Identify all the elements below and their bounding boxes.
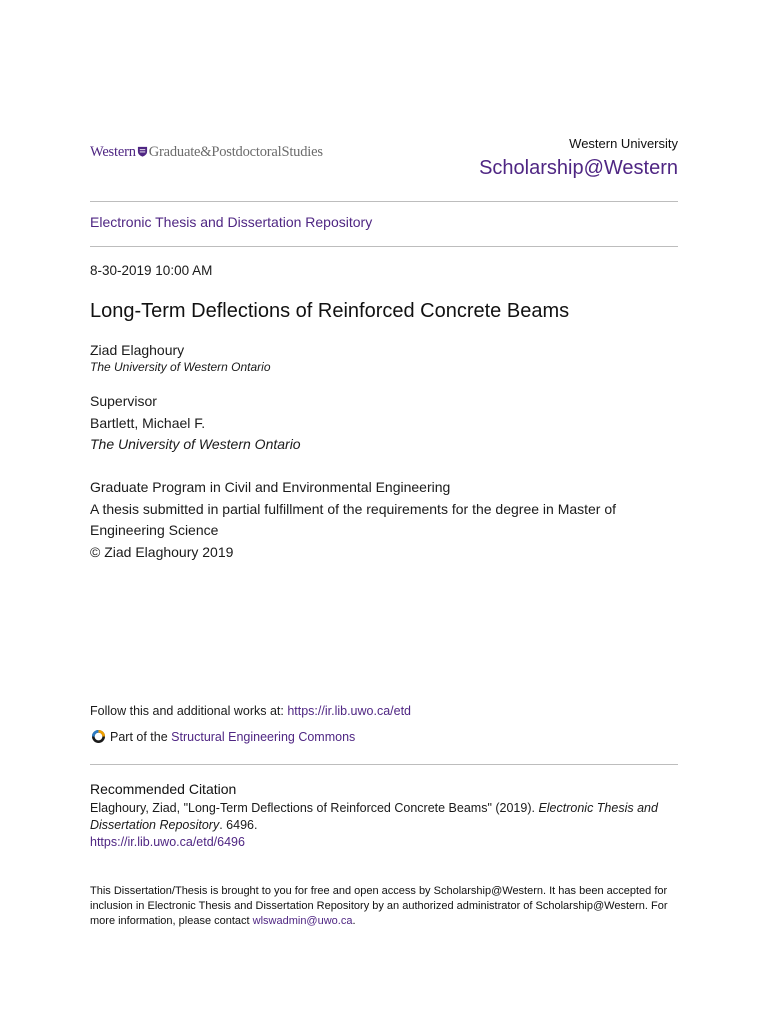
header: [90, 136, 678, 186]
follow-line: [90, 704, 411, 718]
commons-network-icon: [90, 728, 107, 745]
divider: [90, 246, 678, 247]
thesis-statement: A thesis submitted in partial fulfillment of the requirements for the degree in Master of Engineering Science: [90, 500, 617, 538]
logo-western-text: Western: [90, 144, 136, 160]
program-name: Graduate Program in Civil and Environmental Engineering: [90, 479, 451, 495]
supervisor-affiliation: The University of Western Ontario: [90, 436, 301, 452]
follow-text: Follow this and additional works at:: [90, 704, 288, 718]
western-gps-logo: [90, 144, 323, 161]
citation-text: [90, 800, 678, 851]
logo-rest-text: Graduate&PostdoctoralStudies: [148, 144, 323, 160]
supervisor-block: [90, 391, 301, 456]
part-of-prefix: Part of the: [110, 729, 168, 744]
author-name: Ziad Elaghoury: [90, 342, 185, 358]
crest-icon: [137, 146, 148, 157]
etd-url-link[interactable]: https://ir.lib.uwo.ca/etd: [287, 704, 412, 718]
scholarship-link[interactable]: Scholarship@Western: [479, 157, 678, 179]
divider: [90, 201, 678, 202]
supervisor-name: Bartlett, Michael F.: [90, 414, 206, 431]
document-page: [90, 0, 678, 1024]
recommended-citation-heading: Recommended Citation: [90, 781, 237, 797]
citation-journal: Electronic Thesis and Dissertation Repository: [90, 801, 658, 832]
structural-engineering-commons-link[interactable]: Structural Engineering Commons: [171, 729, 356, 744]
citation-text-part1: Elaghoury, Ziad, "Long-Term Deflections of Reinforced Concrete Beams" (2019).: [90, 801, 539, 815]
divider: [90, 764, 678, 765]
contact-email-link[interactable]: wlswadmin@uwo.ca: [252, 915, 353, 927]
footer-notice: [90, 884, 678, 929]
copyright: © Ziad Elaghoury 2019: [90, 543, 234, 560]
footer-end: .: [352, 915, 356, 927]
repository-link[interactable]: Electronic Thesis and Dissertation Repository: [90, 214, 373, 230]
program-block: [90, 477, 678, 563]
publication-date: 8-30-2019 10:00 AM: [90, 263, 213, 278]
footer-text: This Dissertation/Thesis is brought to you for free and open access by Scholarship@Western. It has been accepted for inclusion in Electronic Thesis and Dissertation Repository by an authorized administrator of Scholarship@Western. For more information, please contact: [90, 885, 668, 927]
citation-text-part2: . 6496.: [219, 818, 258, 832]
thesis-title: Long-Term Deflections of Reinforced Concrete Beams: [90, 300, 570, 322]
university-name: Western University: [569, 136, 678, 151]
part-of-line: [90, 728, 355, 745]
citation-url-link[interactable]: https://ir.lib.uwo.ca/etd/6496: [90, 835, 245, 849]
supervisor-label: Supervisor: [90, 393, 157, 409]
author-affiliation: The University of Western Ontario: [90, 360, 271, 374]
